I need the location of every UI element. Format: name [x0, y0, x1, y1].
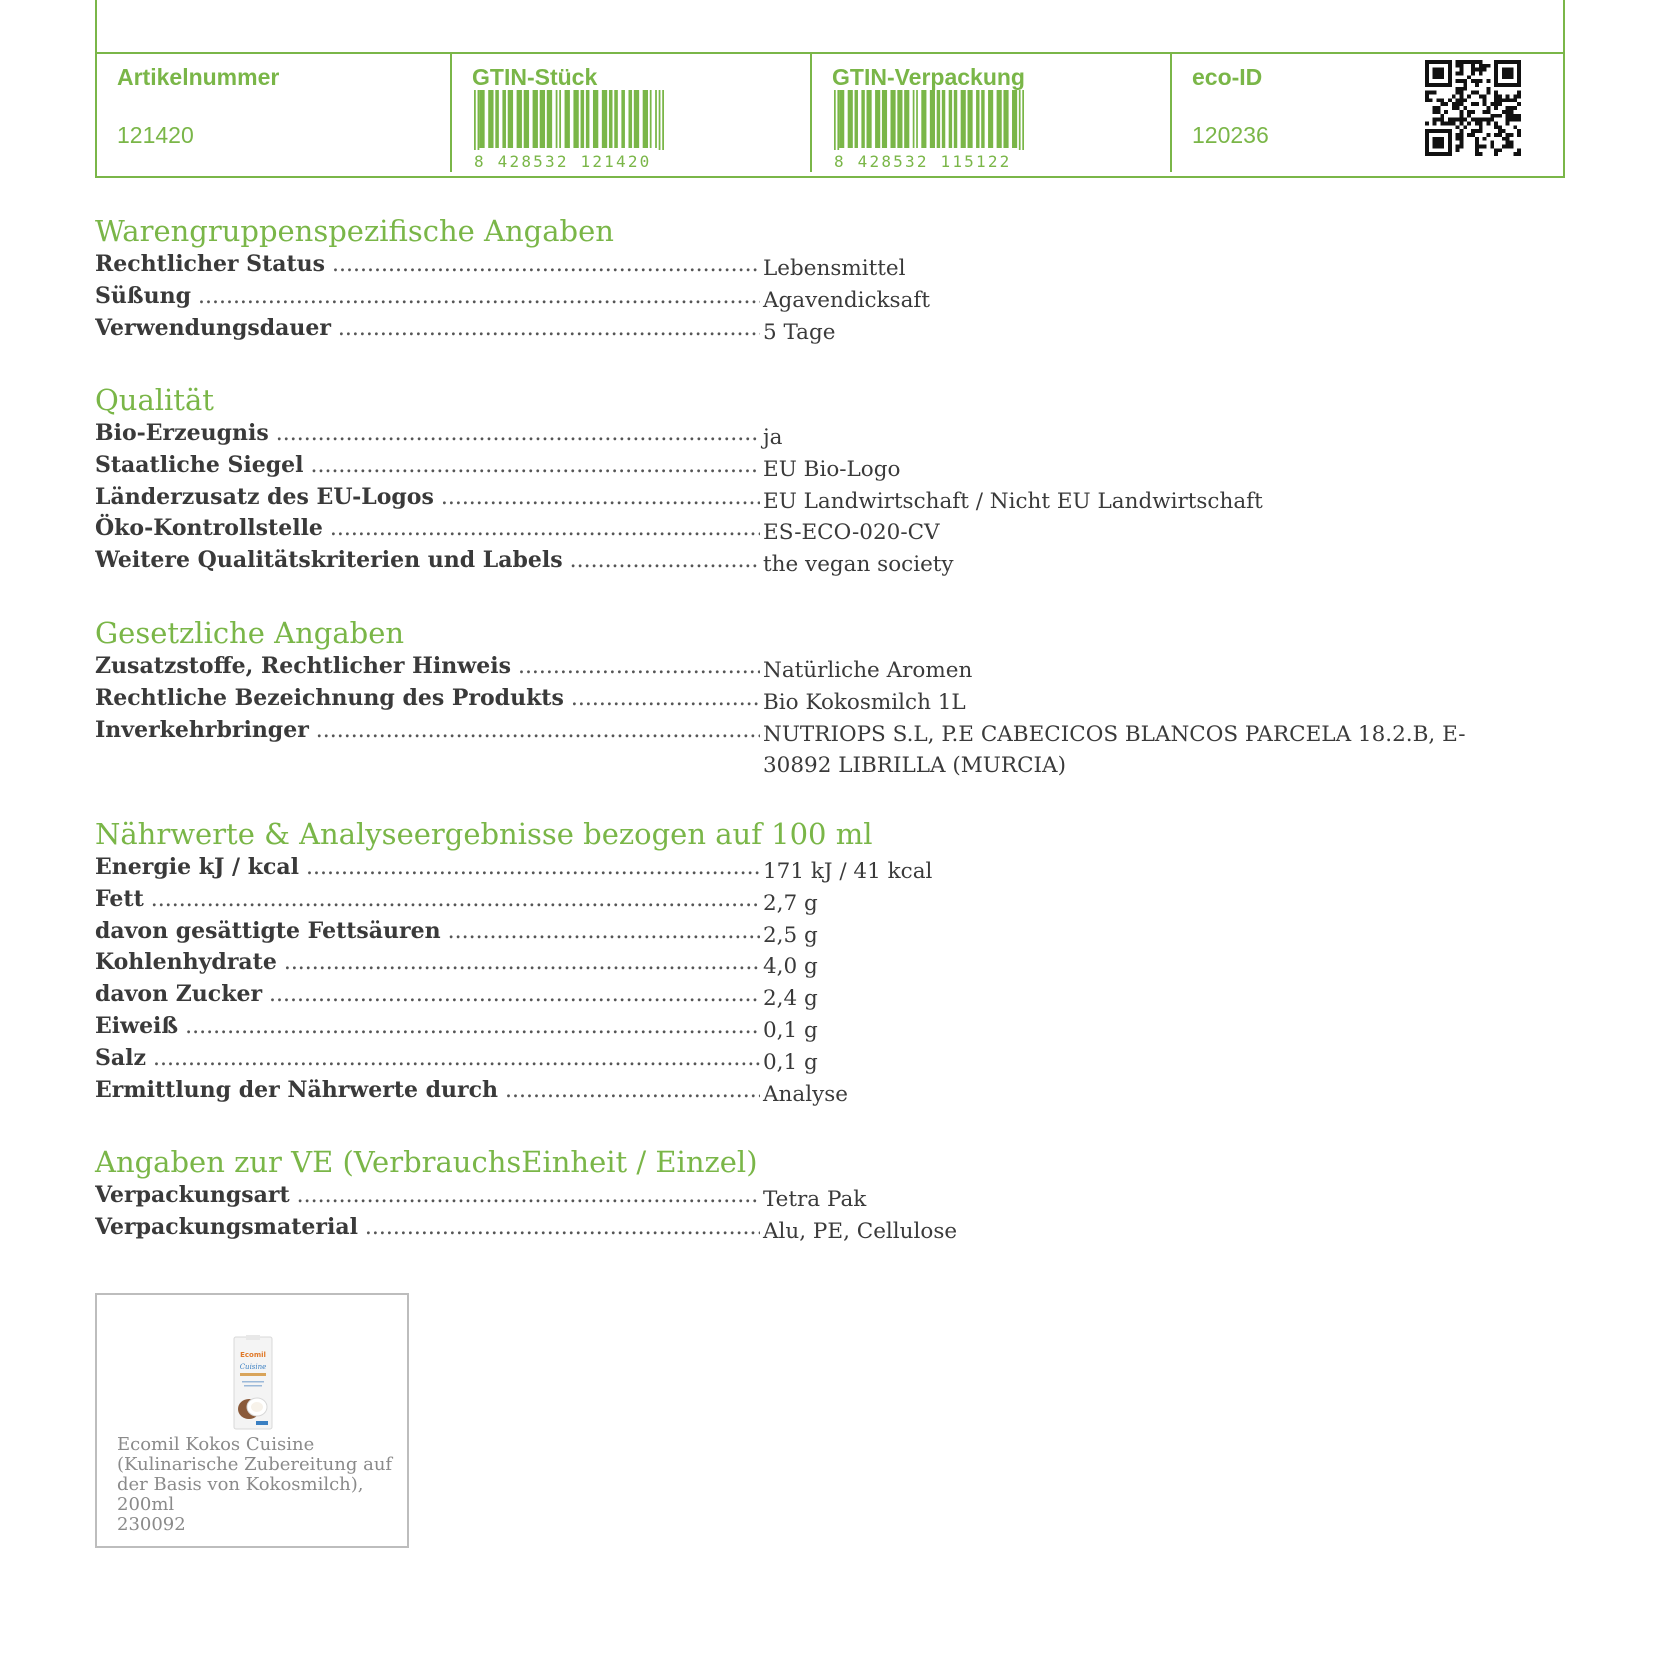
row-label: Rechtliche Bezeichnung des Produkts ..... — [95, 683, 760, 713]
data-row — [95, 1212, 1555, 1244]
data-row — [95, 947, 1555, 979]
data-row — [95, 281, 1555, 313]
gtin-verpackung-cell — [812, 54, 1172, 172]
data-row — [95, 683, 1555, 715]
data-row — [95, 1043, 1555, 1075]
package-name-text: Cuisine — [239, 1363, 267, 1371]
gtin-stueck-cell — [452, 54, 812, 172]
section-title: Qualität — [95, 383, 214, 417]
data-row — [95, 418, 1555, 450]
qr-code-icon — [1425, 60, 1521, 156]
row-value: Analyse — [763, 1081, 848, 1107]
data-row — [95, 1011, 1555, 1043]
data-row — [95, 545, 1555, 577]
row-value: Tetra Pak — [763, 1187, 867, 1212]
row-label: Staatliche Siegel ..... — [95, 450, 760, 480]
gtin-stueck-digits: 8 428532 121420 — [474, 152, 652, 171]
section-title: Angaben zur VE (VerbrauchsEinheit / Einzel) — [95, 1145, 758, 1179]
section-gesetzlich — [95, 615, 1555, 778]
row-value: 2,4 g — [763, 986, 818, 1012]
row-label: Inverkehrbringer ..... — [95, 715, 760, 745]
row-label: davon gesättigte Fettsäuren ..... — [95, 916, 760, 946]
row-value: 2,7 g — [763, 890, 818, 916]
artikelnummer-cell — [97, 54, 452, 172]
product-package-image — [232, 1335, 274, 1431]
row-value: 0,1 g — [763, 1049, 818, 1075]
row-value: Alu, PE, Cellulose — [763, 1218, 958, 1244]
data-row — [95, 313, 1555, 345]
row-label: Weitere Qualitätskriterien und Labels ..... — [95, 545, 760, 575]
gtin-verpackung-digits: 8 428532 115122 — [834, 152, 1012, 171]
row-label: Verpackungsmaterial ..... — [95, 1212, 760, 1242]
gtin-stueck-barcode — [474, 90, 664, 150]
row-value: Lebensmittel — [763, 256, 906, 281]
row-value: 4,0 g — [763, 954, 818, 980]
data-row — [95, 884, 1555, 916]
data-row — [95, 249, 1555, 281]
artikelnummer-label: Artikelnummer — [117, 64, 280, 90]
section-rows — [95, 852, 1555, 1106]
row-label: Süßung ..... — [95, 281, 760, 311]
section-title: Warengruppenspezifische Angaben — [95, 214, 614, 248]
row-value: the vegan society — [763, 552, 954, 578]
section-rows — [95, 1180, 1555, 1244]
row-value: Bio Kokosmilch 1L — [763, 689, 966, 715]
row-value: ja — [763, 425, 783, 450]
row-value: 171 kJ / 41 kcal — [763, 859, 933, 884]
row-value: Agavendicksaft — [763, 287, 930, 313]
artikelnummer-value: 121420 — [117, 122, 194, 148]
gtin-stueck-label: GTIN-Stück — [472, 64, 598, 90]
section-naehrwerte — [95, 816, 1555, 1106]
row-label: Eiweiß ..... — [95, 1011, 760, 1041]
data-row — [95, 482, 1555, 514]
row-label: Länderzusatz des EU-Logos ..... — [95, 482, 760, 512]
data-row — [95, 450, 1555, 482]
row-value: ES-ECO-020-CV — [763, 520, 940, 546]
section-ve — [95, 1144, 1555, 1244]
data-row — [95, 513, 1555, 545]
row-label: Energie kJ / kcal ..... — [95, 852, 760, 882]
data-row — [95, 852, 1555, 884]
eco-id-value: 120236 — [1192, 122, 1269, 148]
data-row — [95, 1180, 1555, 1212]
eco-id-label: eco-ID — [1192, 64, 1263, 90]
product-code-box — [95, 0, 1565, 178]
related-product-id: 230092 — [117, 1514, 186, 1535]
row-value: 2,5 g — [763, 922, 818, 948]
section-title: Gesetzliche Angaben — [95, 616, 405, 650]
row-label: Verpackungsart ..... — [95, 1180, 760, 1210]
row-label: Verwendungsdauer ..... — [95, 313, 760, 343]
gtin-verpackung-barcode — [834, 90, 1024, 150]
data-row — [95, 916, 1555, 948]
related-product-card[interactable] — [95, 1293, 409, 1548]
row-label: Ermittlung der Nährwerte durch ..... — [95, 1075, 760, 1105]
gtin-verpackung-label: GTIN-Verpackung — [832, 64, 1025, 90]
row-label: Fett ..... — [95, 884, 760, 914]
data-row — [95, 715, 1555, 779]
row-label: Bio-Erzeugnis ..... — [95, 418, 760, 448]
row-label: Zusatzstoffe, Rechtlicher Hinweis ..... — [95, 651, 760, 681]
row-value: EU Landwirtschaft / Nicht EU Landwirtschaft — [763, 488, 1263, 514]
section-title: Nährwerte & Analyseergebnisse bezogen auf 100 ml — [95, 817, 873, 851]
row-value: Natürliche Aromen — [763, 658, 973, 683]
package-brand-text: Ecomil — [240, 1351, 266, 1359]
related-product-caption — [117, 1435, 397, 1535]
section-rows — [95, 418, 1555, 577]
related-product-name: Ecomil Kokos Cuisine (Kulinarische Zubereitung auf der Basis von Kokosmilch), 200ml — [117, 1434, 393, 1515]
section-rows — [95, 249, 1555, 344]
eco-id-cell — [1172, 54, 1563, 172]
row-label: davon Zucker ..... — [95, 979, 760, 1009]
row-value: 0,1 g — [763, 1017, 818, 1043]
data-row — [95, 979, 1555, 1011]
row-label: Rechtlicher Status ..... — [95, 249, 760, 279]
section-qualitaet — [95, 382, 1555, 577]
row-label: Kohlenhydrate ..... — [95, 947, 760, 977]
data-row — [95, 1075, 1555, 1107]
section-warengruppe — [95, 213, 1555, 344]
row-value: EU Bio-Logo — [763, 456, 901, 482]
row-label: Salz ..... — [95, 1043, 760, 1073]
row-value: NUTRIOPS S.L, P.E CABECICOS BLANCOS PARCELA 18.2.B, E-30892 LIBRILLA (MURCIA) — [763, 721, 1466, 779]
row-value: 5 Tage — [763, 319, 836, 345]
section-rows — [95, 651, 1555, 778]
data-row — [95, 651, 1555, 683]
row-label: Öko-Kontrollstelle ..... — [95, 513, 760, 543]
